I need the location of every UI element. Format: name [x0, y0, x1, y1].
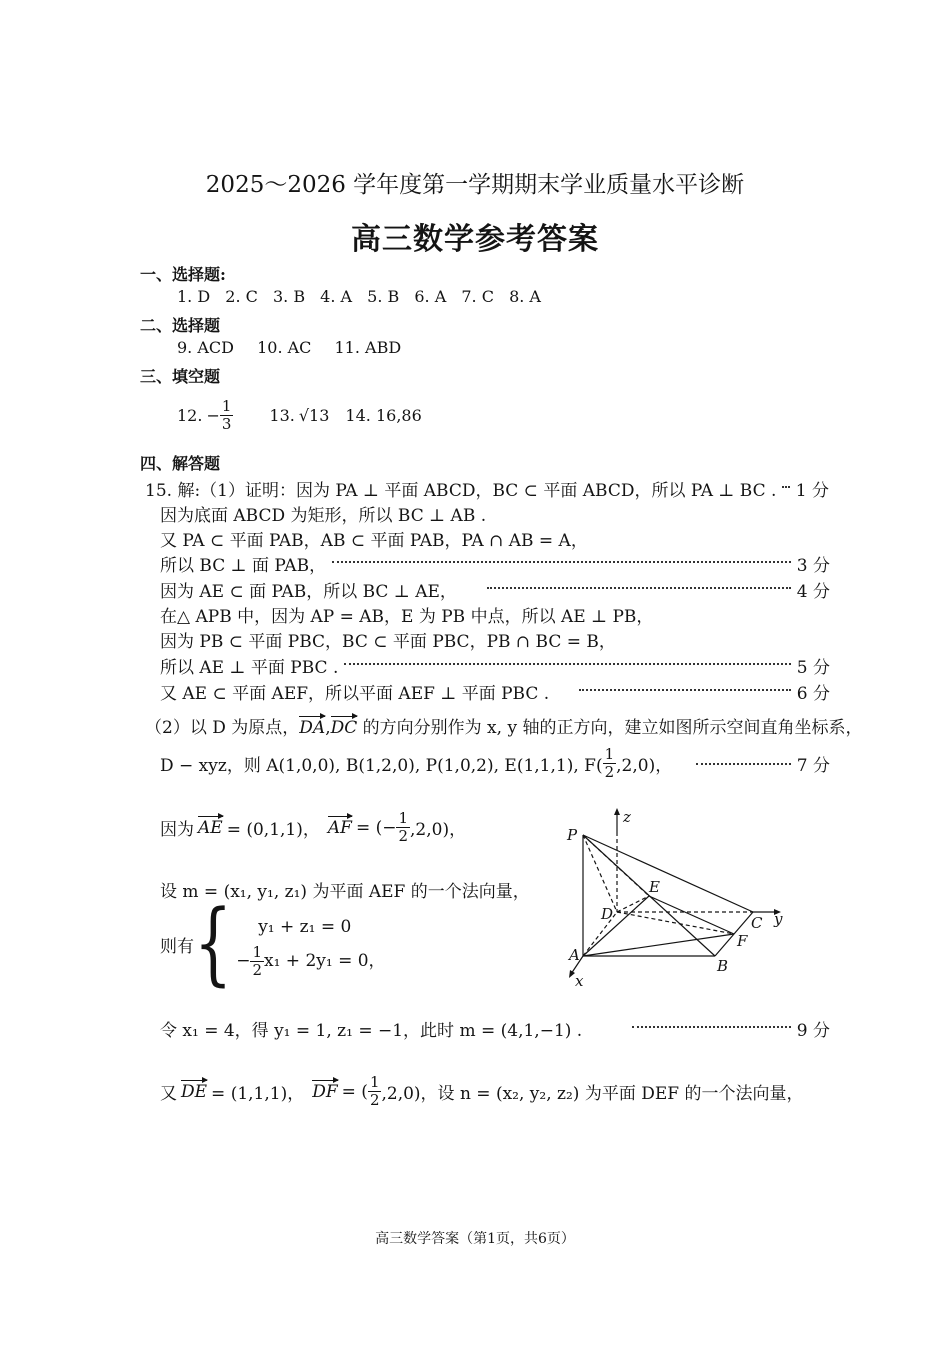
answer-item: 7. C: [461, 287, 494, 306]
section-heading-2: 二、选择题: [140, 316, 221, 335]
exam-title: 2025～2026 学年度第一学期期末学业质量水平诊断: [205, 172, 745, 198]
equations: [236, 910, 385, 978]
mc-answers-1: [177, 287, 551, 306]
answer-item: 1. D: [177, 287, 211, 306]
segment-ae: [583, 896, 649, 956]
fraction: $\frac{1}{2}$: [252, 942, 262, 979]
solution-line-1: 15. 解:（1）证明：因为 PA ⊥ 平面 ABCD，BC ⊂ 平面 ABCD，所以 PA ⊥ BC . 1 分: [145, 476, 829, 501]
equation-1: y₁ + z₁ = 0: [258, 917, 352, 937]
label-e: E: [649, 878, 660, 896]
q12-sign: −: [206, 406, 220, 425]
score-points: 1 分: [795, 481, 829, 501]
coordinates-line: D − xyz，则 A(1,0,0), B(1,2,0), P(1,0,2), E(1,1,1), F( $\frac{1}{2}$ ,2,0)， 7 分: [160, 745, 830, 781]
page-footer: 高三数学答案（第1页，共6页）: [375, 1231, 575, 1247]
dot-leader: [632, 1016, 791, 1028]
normal-m-line: 设 m = (x₁, y₁, z₁) 为平面 AEF 的一个法向量，: [160, 882, 530, 902]
answer-item: 6. A: [414, 287, 447, 306]
solution-line-2: 因为底面 ABCD 为矩形，所以 BC ⊥ AB .: [160, 506, 487, 526]
vector-de-df: 又 DE = (1,1,1)， DF = ( $\frac{1}{2}$ ,2,0)，设 n = (x₂, y₂, z₂) 为平面 DEF 的一个法向量，: [160, 1073, 804, 1109]
solution-line-6: 在△ APB 中，因为 AP = AB，E 为 PB 中点，所以 AE ⊥ PB，: [160, 607, 654, 627]
solution-line-9: 又 AE ⊂ 平面 AEF，所以平面 AEF ⊥ 平面 PBC . 6 分: [160, 679, 830, 704]
fill-answers: [177, 398, 432, 433]
segment-de: [617, 896, 649, 912]
segment-ef: [649, 896, 734, 934]
label-b: B: [717, 957, 729, 975]
edge-pc: [583, 835, 753, 912]
page-title: 高三数学参考答案: [351, 222, 599, 257]
label-f: F: [737, 932, 748, 950]
label-x: x: [575, 972, 584, 990]
answer-item: 11. ABD: [334, 338, 402, 357]
q12-label: 12.: [177, 406, 203, 425]
q12-denominator: 3: [221, 415, 232, 433]
solution-line-4: 所以 BC ⊥ 面 PAB， 3 分: [160, 551, 830, 576]
q12-fraction: [220, 398, 244, 433]
vector-dc: DC: [330, 718, 358, 738]
solution-line-let: 令 x₁ = 4，得 y₁ = 1, z₁ = −1，此时 m = (4,1,−1) . 9 分: [160, 1016, 830, 1041]
geometry-diagram: [555, 808, 795, 990]
dot-leader: [487, 577, 791, 589]
part2-intro: （2）以 D 为原点，DA,DC 的方向分别作为 x, y 轴的正方向，建立如图所示空间直角坐标系，: [145, 718, 863, 738]
vector-ae-af: 因为 AE = (0,1,1)， AF = (− $\frac{1}{2}$ ,2,0)，: [160, 809, 467, 845]
answer-item: 10. AC: [257, 338, 312, 357]
dot-leader: [332, 551, 791, 563]
label-z: z: [623, 808, 631, 826]
vector-af: AF: [327, 817, 352, 838]
label-y: y: [774, 910, 783, 928]
fraction: $\frac{1}{2}$: [398, 809, 409, 845]
edge-pd: [583, 835, 617, 912]
answer-item: 2. C: [225, 287, 258, 306]
answer-item: 5. B: [367, 287, 400, 306]
score-points: 7 分: [796, 756, 830, 776]
label-c: C: [751, 914, 763, 932]
score-points: 6 分: [796, 684, 830, 704]
q13-label: 13.: [269, 406, 295, 425]
section-heading-1: 一、选择题:: [140, 265, 226, 284]
solution-line-3: 又 PA ⊂ 平面 PAB，AB ⊂ 平面 PAB，PA ∩ AB = A，: [160, 531, 588, 551]
dot-leader: [344, 653, 790, 665]
q14-answer: 14. 16,86: [345, 406, 422, 425]
answer-item: 9. ACD: [177, 338, 234, 357]
fraction: $\frac{1}{2}$: [604, 745, 615, 781]
dot-leader: [696, 762, 791, 765]
label-a: A: [569, 946, 580, 964]
section-heading-3: 三、填空题: [140, 367, 221, 386]
mc-answers-2: [177, 338, 411, 357]
section-heading-4: 四、解答题: [140, 454, 221, 473]
q13-answer: √13: [298, 406, 330, 425]
solution-line-8: 所以 AE ⊥ 平面 PBC . 5 分: [160, 653, 830, 678]
solution-line-5: 因为 AE ⊂ 面 PAB，所以 BC ⊥ AE， 4 分: [160, 577, 830, 602]
answer-item: 3. B: [272, 287, 306, 306]
score-points: 5 分: [796, 658, 830, 678]
score-points: 3 分: [796, 556, 830, 576]
brace: {: [194, 891, 233, 997]
label-d: D: [601, 905, 614, 923]
z-axis-arrow: [614, 808, 620, 815]
system-label: 则有: [160, 936, 194, 957]
vector-de: DE: [181, 1081, 208, 1102]
answer-item: 4. A: [320, 287, 353, 306]
vector-df: DF: [312, 1081, 338, 1102]
vector-da: DA: [299, 718, 326, 738]
dot-leader: [782, 476, 789, 488]
segment-df: [617, 912, 734, 934]
solution-line-7: 因为 PB ⊂ 平面 PBC，BC ⊂ 平面 PBC，PB ∩ BC = B，: [160, 632, 616, 652]
dot-leader: [579, 679, 791, 691]
equation-2: − $\frac{1}{2}$ x₁ + 2y₁ = 0 ，: [236, 942, 386, 979]
equation-system: [160, 891, 386, 997]
fraction: $\frac{1}{2}$: [369, 1073, 380, 1109]
q12-numerator: 1: [221, 397, 232, 415]
label-p: P: [567, 826, 578, 844]
answer-item: 8. A: [509, 287, 541, 306]
vector-ae: AE: [198, 817, 223, 838]
score-points: 4 分: [796, 582, 830, 602]
score-points: 9 分: [796, 1021, 830, 1041]
